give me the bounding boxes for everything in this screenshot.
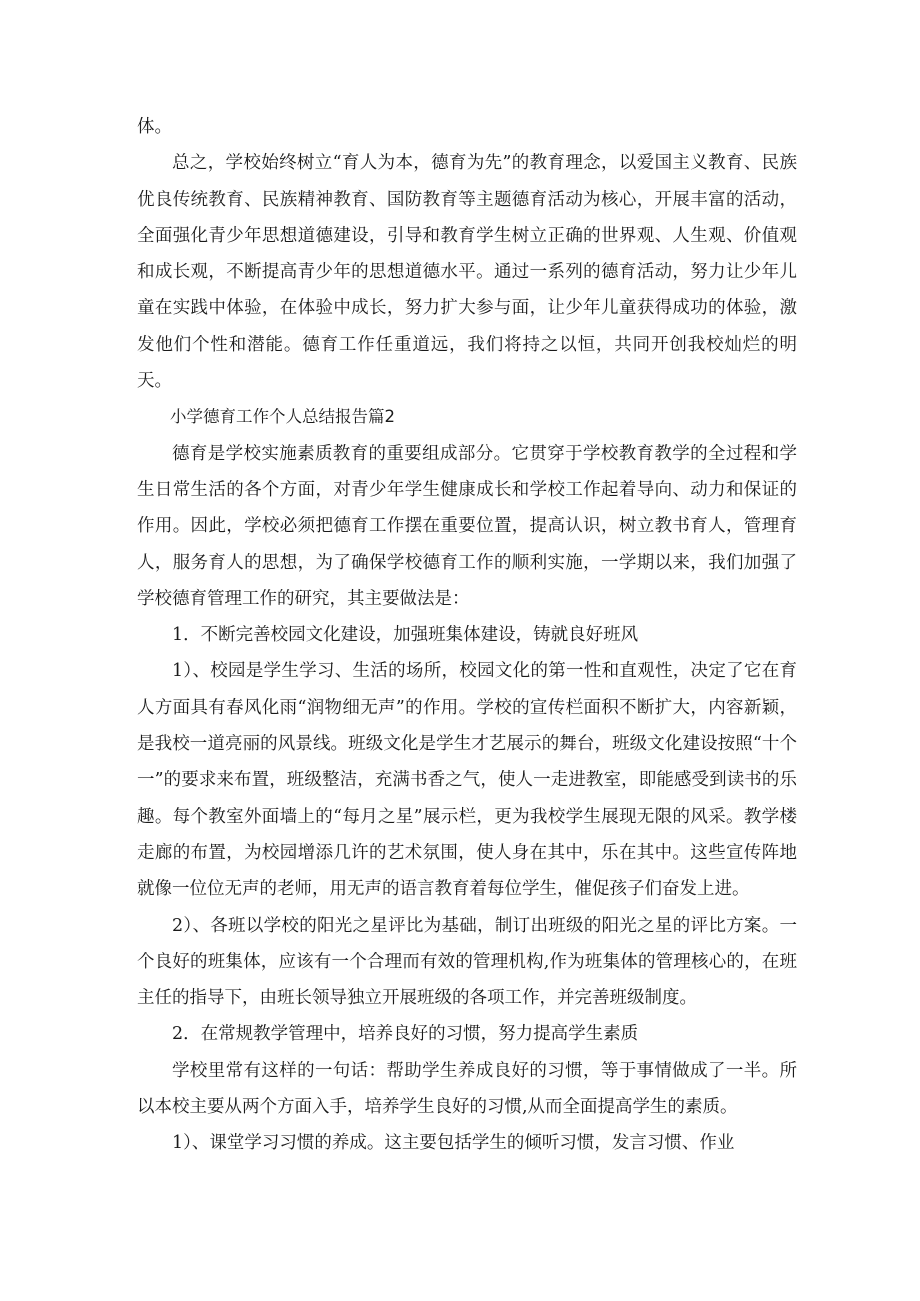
subheading-2: 2．在常规教学管理中，培养良好的习惯，努力提高学生素质 <box>172 1024 639 1045</box>
paragraph-campus-culture: 1）、校园是学生学习、生活的场所，校园文化的第一性和直观性，决定了它在育人方面具有春风化雨“润物细无声”的作用。学校的宣传栏面积不断扩大，内容新颖，是我校一道亮丽的风景线。班级文化是学生才艺展示的舞台，班级文化建设按照“十个一”的要求来布置，班级整洁，充满书香之气，使人一走进教室，即能感受到读书的乐趣。每个教室外面墙上的“每月之星”展示栏，更为我校学生展现无限的风采。教学楼走廊的布置，为校园增添几许的艺术氛围，使人身在其中，乐在其中。这些宣传阵地就像一位位无声的老师，用无声的语言教育着每位学生，催促孩子们奋发上进。 <box>137 661 797 900</box>
document-body <box>137 109 797 1162</box>
section-heading: 小学德育工作个人总结报告篇2 <box>170 407 395 427</box>
paragraph-summary: 总之，学校始终树立“育人为本，德育为先”的教育理念，以爱国主义教育、民族优良传统教育、民族精神教育、国防教育等主题德育活动为核心，开展丰富的活动，全面强化青少年思想道德建设，引导和教育学生树立正确的世界观、人生观、价值观和成长观，不断提高青少年的思想道德水平。通过一系列的德育活动，努力让少年儿童在实践中体验，在体验中成长，努力扩大参与面，让少年儿童获得成功的体验，激发他们个性和潜能。德育工作任重道远，我们将持之以恒，共同开创我校灿烂的明天。 <box>137 153 797 392</box>
paragraph-intro: 德育是学校实施素质教育的重要组成部分。它贯穿于学校教育教学的全过程和学生日常生活的各个方面，对青少年学生健康成长和学校工作起着导向、动力和保证的作用。因此，学校必须把德育工作摆在重要位置，提高认识，树立教书育人，管理育人，服务育人的思想，为了确保学校德育工作的顺利实施，一学期以来，我们加强了学校德育管理工作的研究，其主要做法是： <box>137 443 797 609</box>
subheading-1: 1．不断完善校园文化建设，加强班集体建设，铸就良好班风 <box>172 625 639 646</box>
paragraph-classroom-habits: 1）、课堂学习习惯的养成。这主要包括学生的倾听习惯，发言习惯、作业 <box>172 1133 735 1154</box>
paragraph-class-star: 2）、各班以学校的阳光之星评比为基础，制订出班级的阳光之星的评比方案。一个良好的班集体，应该有一个合理而有效的管理机构,作为班集体的管理核心的，在班主任的指导下，由班长领导独立开展班级的各项工作，并完善班级制度。 <box>137 915 797 1009</box>
paragraph-habits: 学校里常有这样的一句话：帮助学生养成良好的习惯，等于事情做成了一半。所以本校主要从两个方面入手，培养学生良好的习惯,从而全面提高学生的素质。 <box>137 1060 797 1118</box>
paragraph-continuation: 体。 <box>137 117 172 137</box>
